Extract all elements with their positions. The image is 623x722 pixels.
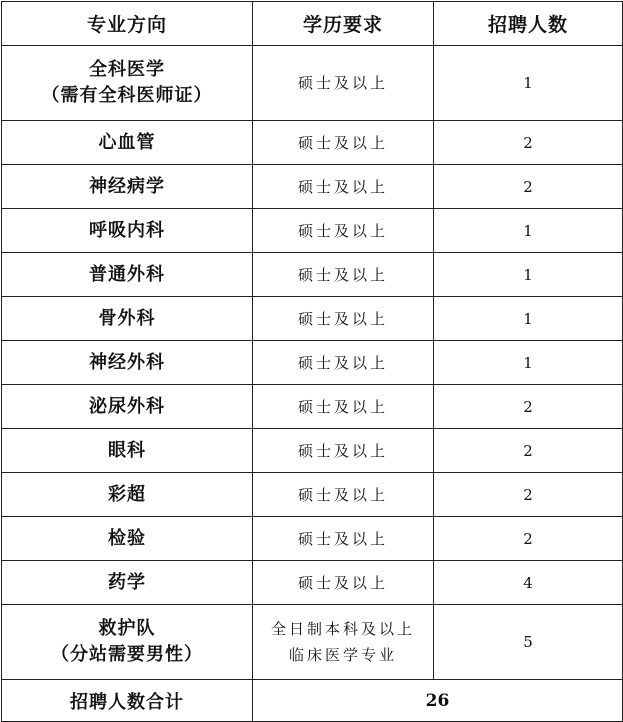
table-row [2, 605, 623, 680]
education-cell: 硕士及以上 [253, 561, 434, 605]
table-row [2, 253, 623, 297]
major-line-2: （需有全科医师证） [41, 85, 213, 106]
major-cell: 呼吸内科 [2, 209, 253, 253]
table-row [2, 561, 623, 605]
table-row [2, 209, 623, 253]
major-cell: 检验 [2, 517, 253, 561]
table-row [2, 297, 623, 341]
count-cell: 5 [434, 605, 623, 680]
major-line-1: 救护队 [98, 618, 156, 639]
major-line-1: 全科医学 [89, 59, 165, 80]
education-cell: 硕士及以上 [253, 341, 434, 385]
table-row [2, 165, 623, 209]
major-cell: 泌尿外科 [2, 385, 253, 429]
recruitment-table [1, 1, 623, 722]
major-cell [2, 46, 253, 121]
education-cell: 硕士及以上 [253, 429, 434, 473]
count-cell: 2 [434, 517, 623, 561]
major-cell [2, 605, 253, 680]
major-cell: 神经病学 [2, 165, 253, 209]
count-cell: 2 [434, 473, 623, 517]
education-cell: 硕士及以上 [253, 385, 434, 429]
count-cell: 2 [434, 385, 623, 429]
total-label: 招聘人数合计 [2, 680, 253, 722]
header-education: 学历要求 [253, 2, 434, 46]
education-cell: 硕士及以上 [253, 473, 434, 517]
major-cell: 骨外科 [2, 297, 253, 341]
education-cell: 硕士及以上 [253, 165, 434, 209]
table-row [2, 385, 623, 429]
table-header-row [2, 2, 623, 46]
education-cell: 硕士及以上 [253, 46, 434, 121]
table-row [2, 341, 623, 385]
education-cell: 硕士及以上 [253, 209, 434, 253]
count-cell: 2 [434, 165, 623, 209]
education-cell: 硕士及以上 [253, 517, 434, 561]
education-cell: 硕士及以上 [253, 121, 434, 165]
education-cell: 硕士及以上 [253, 253, 434, 297]
table-row [2, 473, 623, 517]
table-row [2, 429, 623, 473]
count-cell: 2 [434, 121, 623, 165]
major-cell: 普通外科 [2, 253, 253, 297]
count-cell: 1 [434, 341, 623, 385]
total-row [2, 680, 623, 722]
count-cell: 1 [434, 46, 623, 121]
table-row [2, 46, 623, 121]
header-major: 专业方向 [2, 2, 253, 46]
education-line-2: 临床医学专业 [288, 646, 397, 664]
major-cell: 眼科 [2, 429, 253, 473]
table-row [2, 517, 623, 561]
major-line-2: （分站需要男性） [51, 644, 203, 665]
education-cell: 硕士及以上 [253, 297, 434, 341]
count-cell: 1 [434, 209, 623, 253]
count-cell: 2 [434, 429, 623, 473]
major-cell: 药学 [2, 561, 253, 605]
major-cell: 心血管 [2, 121, 253, 165]
header-count: 招聘人数 [434, 2, 623, 46]
count-cell: 1 [434, 253, 623, 297]
count-cell: 1 [434, 297, 623, 341]
count-cell: 4 [434, 561, 623, 605]
education-line-1: 全日制本科及以上 [270, 620, 415, 638]
total-value: 26 [253, 680, 623, 722]
table-row [2, 121, 623, 165]
major-cell: 彩超 [2, 473, 253, 517]
education-cell [253, 605, 434, 680]
major-cell: 神经外科 [2, 341, 253, 385]
